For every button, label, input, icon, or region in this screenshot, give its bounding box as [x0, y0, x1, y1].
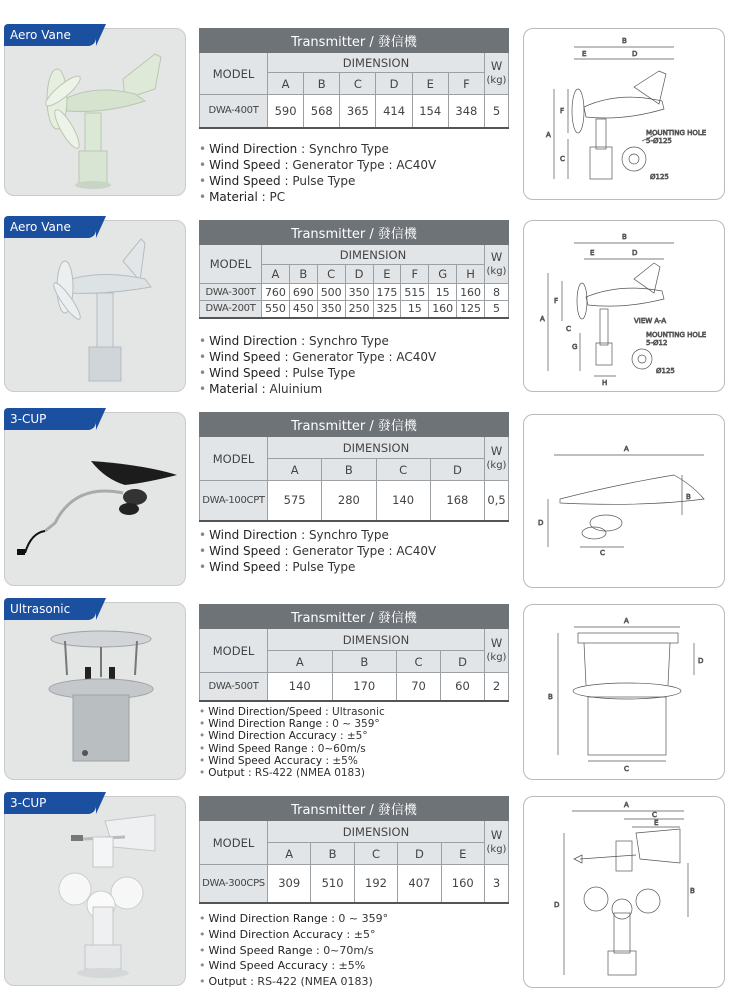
section-tag: 3-CUP [4, 792, 96, 814]
list-item: • Wind Direction Range : 0 ~ 359° [199, 718, 519, 730]
list-item: • Wind Direction : Synchro Type [199, 527, 519, 543]
list-item: • Output : RS-422 (NMEA 0183) [199, 767, 519, 779]
svg-text:F: F [554, 297, 559, 305]
svg-text:Ø125: Ø125 [656, 367, 675, 375]
svg-text:E: E [582, 50, 587, 58]
spec-list [199, 333, 519, 397]
svg-text:E: E [654, 819, 659, 827]
list-item: • Wind Direction : Synchro Type [199, 333, 519, 349]
spec-table: Transmitter / 發信機 MODEL DIMENSION W (kg) A B C D E DWA-300CPS 309 510 192 407 160 3 [199, 796, 509, 904]
table-row: DWA-300T 760 690 500 350 175 515 15 160 8 [200, 284, 509, 301]
table-row: DWA-100CPT 575 280 140 168 0,5 [200, 481, 509, 521]
list-item: • Wind Direction : Synchro Type [199, 141, 519, 157]
svg-text:D: D [632, 50, 638, 58]
dimension-diagram [523, 604, 725, 780]
product-photo [4, 28, 186, 196]
list-item: • Wind Speed Accuracy : ±5% [199, 755, 519, 767]
spec-table: Transmitter / 發信機 MODEL DIMENSION W (kg) A B C D E F DWA-400T 590 568 365 414 154 348 5 [199, 28, 509, 129]
list-item: • Wind Speed Range : 0~60m/s [199, 743, 519, 755]
spec-table: Transmitter / 發信機 MODEL DIMENSION W (kg) A B C D DWA-500T 140 170 70 60 2 [199, 604, 509, 702]
spec-list [199, 706, 519, 779]
svg-text:A: A [540, 315, 545, 323]
dimension-diagram [523, 796, 725, 988]
svg-text:A: A [624, 617, 629, 625]
product-photo [4, 602, 186, 780]
list-item: • Wind Speed Range : 0~70m/s [199, 943, 519, 959]
svg-text:5-Ø125: 5-Ø125 [646, 137, 672, 145]
spec-list [199, 911, 519, 990]
section-tag: Ultrasonic [4, 598, 96, 620]
list-item: • Output : RS-422 (NMEA 0183) [199, 974, 519, 990]
svg-text:C: C [600, 549, 605, 557]
dimension-diagram [523, 220, 725, 392]
product-photo [4, 796, 186, 986]
dimension-diagram [523, 414, 725, 588]
list-item: • Material : Aluinium [199, 381, 519, 397]
list-item: • Wind Direction Range : 0 ~ 359° [199, 911, 519, 927]
svg-text:C: C [560, 155, 565, 163]
svg-text:5-Ø12: 5-Ø12 [646, 339, 668, 347]
svg-text:A: A [624, 445, 629, 453]
table-row: DWA-500T 140 170 70 60 2 [200, 673, 509, 701]
section-tag: 3-CUP [4, 408, 96, 430]
list-item: • Wind Speed : Pulse Type [199, 365, 519, 381]
svg-text:D: D [538, 519, 544, 527]
svg-text:B: B [622, 37, 627, 45]
list-item: • Wind Speed Accuracy : ±5% [199, 958, 519, 974]
list-item: • Wind Speed : Generator Type : AC40V [199, 157, 519, 173]
svg-text:MOUNTING HOLE: MOUNTING HOLE [646, 129, 707, 137]
svg-text:C: C [566, 325, 571, 333]
svg-text:G: G [572, 343, 578, 351]
spec-table: Transmitter / 發信機 MODEL DIMENSION W (kg) A B C D E F G H DWA-300T 760 690 500 350 175 515 15 160 8 DWA-200T 550 450 350 250 325 15 160 125 5 [199, 220, 509, 319]
svg-text:Ø125: Ø125 [650, 173, 669, 181]
list-item: • Material : PC [199, 189, 519, 205]
list-item: • Wind Speed : Pulse Type [199, 559, 519, 575]
section-tag: Aero Vane [4, 24, 96, 46]
list-item: • Wind Speed : Pulse Type [199, 173, 519, 189]
list-item: • Wind Speed : Generator Type : AC40V [199, 349, 519, 365]
svg-text:C: C [624, 765, 629, 773]
svg-text:D: D [554, 901, 560, 909]
list-item: • Wind Direction Accuracy : ±5° [199, 730, 519, 742]
svg-text:D: D [632, 249, 638, 257]
list-item: • Wind Speed : Generator Type : AC40V [199, 543, 519, 559]
list-item: • Wind Direction Accuracy : ±5° [199, 927, 519, 943]
table-row: DWA-400T 590 568 365 414 154 348 5 [200, 95, 509, 128]
spec-list [199, 527, 519, 575]
svg-text:F: F [560, 107, 565, 115]
spec-list [199, 141, 519, 205]
svg-text:A: A [624, 801, 629, 809]
svg-text:A: A [546, 131, 551, 139]
spec-table: Transmitter / 發信機 MODEL DIMENSION W (kg) A B C D DWA-100CPT 575 280 140 168 0,5 [199, 412, 509, 522]
svg-text:B: B [622, 233, 627, 241]
svg-text:D: D [698, 657, 704, 665]
section-tag: Aero Vane [4, 216, 96, 238]
svg-text:C: C [652, 811, 657, 819]
product-photo [4, 220, 186, 392]
list-item: • Wind Direction/Speed : Ultrasonic [199, 706, 519, 718]
svg-text:VIEW A-A: VIEW A-A [634, 317, 667, 325]
product-photo [4, 412, 186, 586]
svg-text:B: B [686, 493, 691, 501]
table-row: DWA-200T 550 450 350 250 325 15 160 125 5 [200, 301, 509, 318]
svg-text:B: B [690, 887, 695, 895]
svg-text:B: B [548, 693, 553, 701]
svg-text:H: H [602, 379, 608, 387]
table-row: DWA-300CPS 309 510 192 407 160 3 [200, 865, 509, 903]
svg-text:E: E [590, 249, 595, 257]
dimension-diagram [523, 28, 725, 200]
svg-text:MOUNTING HOLE: MOUNTING HOLE [646, 331, 707, 339]
